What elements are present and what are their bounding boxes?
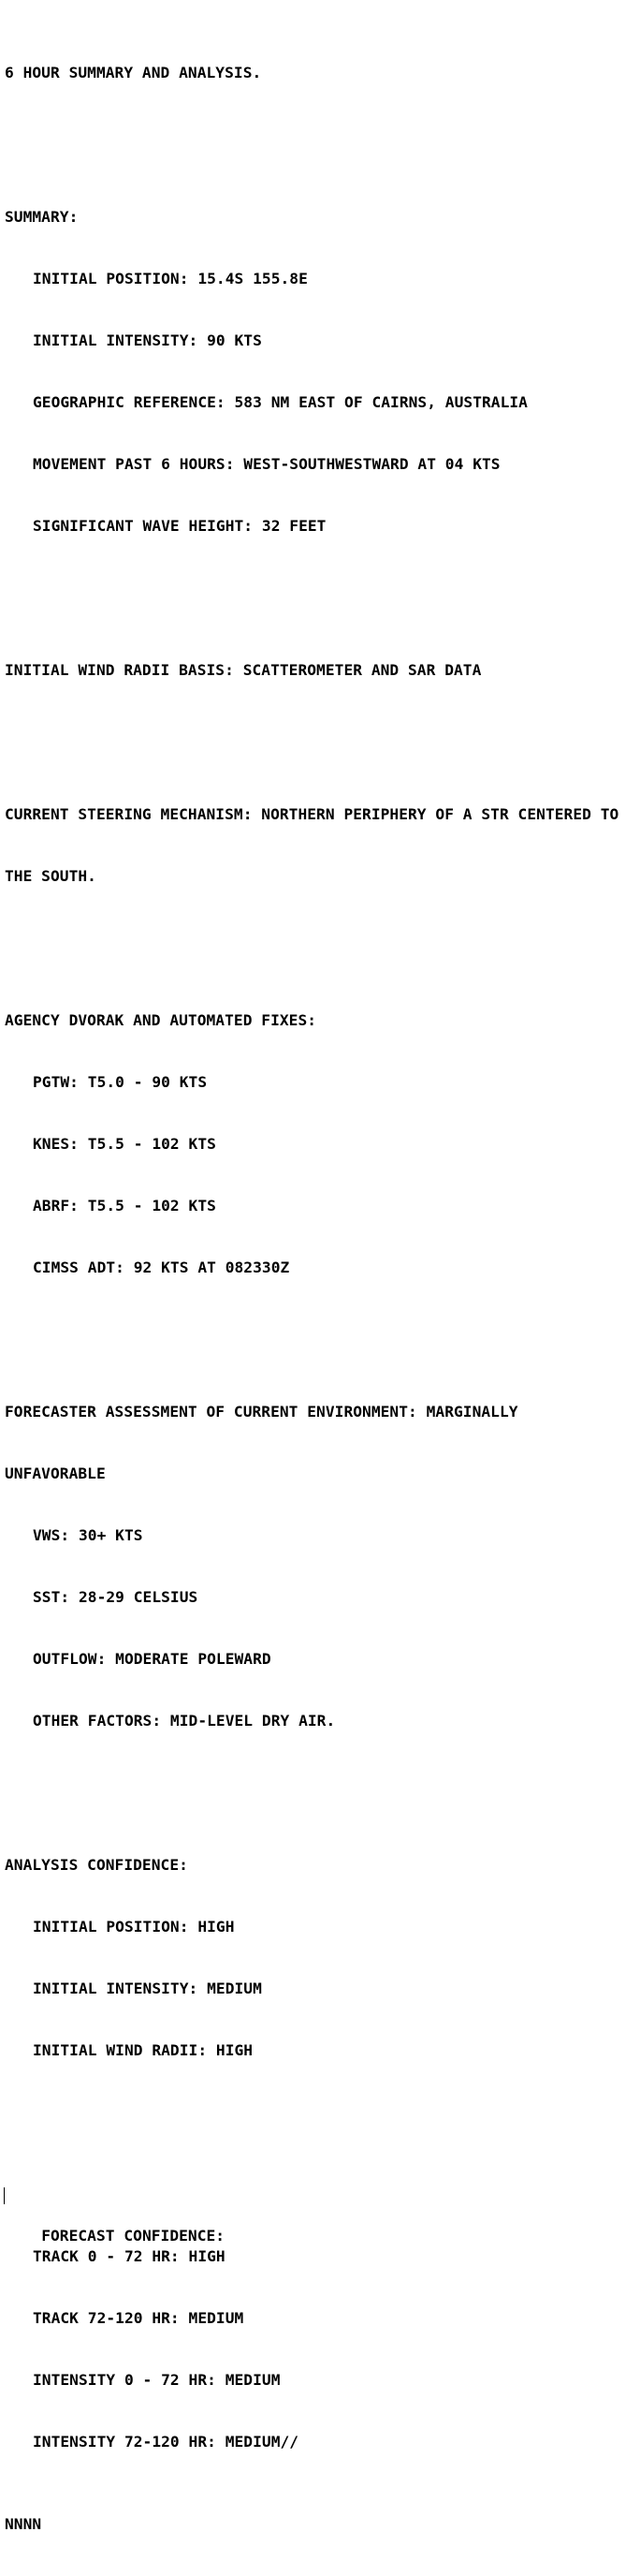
environment-heading-line-1: FORECASTER ASSESSMENT OF CURRENT ENVIRONMENT: MARGINALLY	[5, 1403, 518, 1420]
fix-cimss-adt: CIMSS ADT: 92 KTS AT 082330Z	[33, 1259, 290, 1276]
summary-geographic-reference: GEOGRAPHIC REFERENCE: 583 NM EAST OF CAIRNS, AUSTRALIA	[33, 393, 528, 411]
text-cursor	[4, 2187, 5, 2204]
analysis-confidence-heading: ANALYSIS CONFIDENCE:	[5, 1856, 188, 1874]
fix-abrf: ABRF: T5.5 - 102 KTS	[33, 1197, 216, 1214]
analysis-confidence-intensity: INITIAL INTENSITY: MEDIUM	[33, 1980, 262, 1997]
environment-sst: SST: 28-29 CELSIUS	[33, 1588, 198, 1606]
forecast-document[interactable]	[5, 1, 640, 2576]
environment-vws: VWS: 30+ KTS	[33, 1526, 143, 1544]
fix-pgtw: PGTW: T5.0 - 90 KTS	[33, 1073, 208, 1091]
blank-line	[5, 722, 640, 743]
forecast-intensity-0-72: INTENSITY 0 - 72 HR: MEDIUM	[33, 2371, 281, 2389]
blank-line	[5, 928, 640, 949]
summary-movement: MOVEMENT PAST 6 HOURS: WEST-SOUTHWESTWARD AT 04 KTS	[33, 455, 501, 473]
forecast-confidence-heading-line	[5, 2185, 640, 2245]
blank-line	[5, 578, 640, 598]
environment-outflow: OUTFLOW: MODERATE POLEWARD	[33, 1650, 271, 1668]
wind-radii-basis: INITIAL WIND RADII BASIS: SCATTEROMETER AND SAR DATA	[5, 661, 482, 679]
forecast-intensity-72-120: INTENSITY 72-120 HR: MEDIUM//	[33, 2433, 299, 2451]
analysis-confidence-wind-radii: INITIAL WIND RADII: HIGH	[33, 2041, 254, 2059]
analysis-confidence-position: INITIAL POSITION: HIGH	[33, 1918, 235, 1936]
fixes-heading: AGENCY DVORAK AND AUTOMATED FIXES:	[5, 1011, 317, 1029]
summary-initial-intensity: INITIAL INTENSITY: 90 KTS	[33, 331, 262, 349]
environment-other-factors: OTHER FACTORS: MID-LEVEL DRY AIR.	[33, 1712, 336, 1730]
summary-wave-height: SIGNIFICANT WAVE HEIGHT: 32 FEET	[33, 517, 327, 535]
forecast-track-72-120: TRACK 72-120 HR: MEDIUM	[33, 2309, 244, 2327]
summary-heading: SUMMARY:	[5, 208, 79, 226]
summary-initial-position: INITIAL POSITION: 15.4S 155.8E	[33, 270, 308, 287]
steering-mechanism-line-1: CURRENT STEERING MECHANISM: NORTHERN PERIPHERY OF A STR CENTERED TO	[5, 805, 619, 823]
end-marker: NNNN	[5, 2515, 42, 2533]
fix-knes: KNES: T5.5 - 102 KTS	[33, 1135, 216, 1153]
document-title: 6 HOUR SUMMARY AND ANALYSIS.	[5, 64, 262, 81]
blank-line	[5, 1319, 640, 1340]
environment-heading-line-2: UNFAVORABLE	[5, 1465, 106, 1482]
blank-line	[5, 125, 640, 145]
blank-line	[5, 2102, 640, 2123]
forecast-track-0-72: TRACK 0 - 72 HR: HIGH	[33, 2247, 225, 2265]
steering-mechanism-line-2: THE SOUTH.	[5, 867, 96, 885]
blank-line	[5, 1773, 640, 1793]
forecast-confidence-heading: FORECAST CONFIDENCE:	[41, 2227, 225, 2245]
